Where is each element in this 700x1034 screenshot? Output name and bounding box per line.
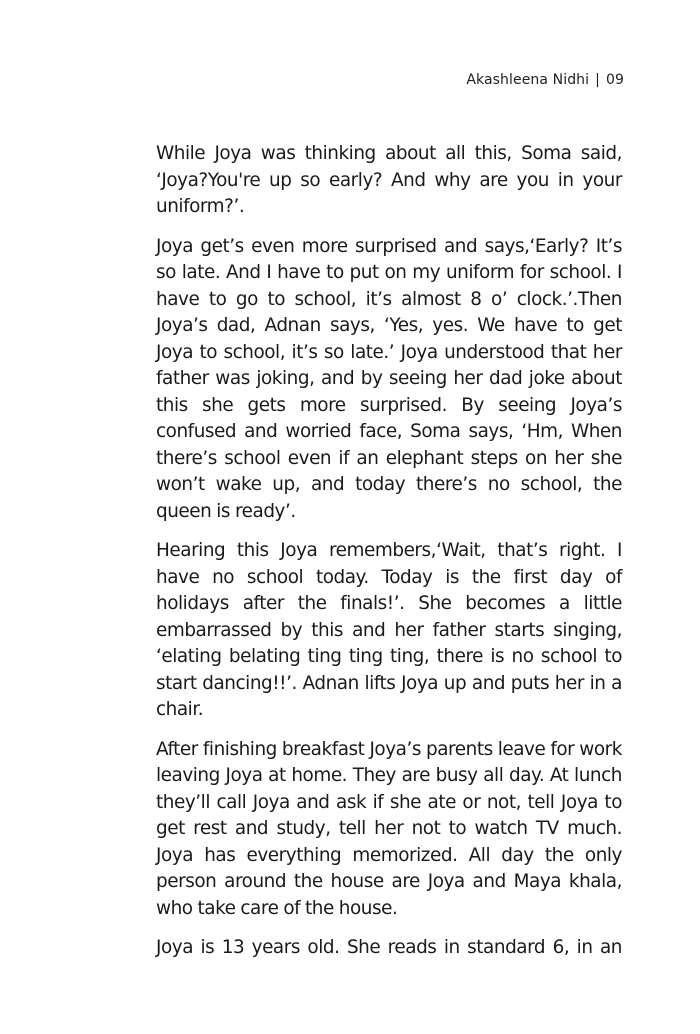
running-header <box>466 72 624 88</box>
page-number: 09 <box>605 72 624 88</box>
paragraph-2: Joya get’s even more surprised and says,‘Early? It’s so late. And I have to put on my uniform for school. I have to go to school, it’s almost 8 o’ clock.’.Then Joya’s dad, Adnan says, ‘Yes, yes. We have to get Joya to school, it’s so late.’ Joya understood that her father was joking, and by seeing her dad joke about this she gets more surprised. By seeing Joya’s confused and worried face, Soma says, ‘Hm, When there’s school even if an elephant steps on her she won’t wake up, and today there’s no school, the queen is ready’. <box>156 235 622 522</box>
header-separator: | <box>595 72 600 88</box>
page-body <box>156 141 622 975</box>
paragraph-5: Joya is 13 years old. She reads in standard 6, in an <box>156 937 622 958</box>
paragraph-3: Hearing this Joya remembers,‘Wait, that’s right. I have no school today. Today is the first day of holidays after the finals!’. She becomes a little embarrassed by this and her father starts singing, ‘elating belating ting ting ting, there is no school to start dancing!!’. Adnan lifts Joya up and puts her in a chair. <box>156 540 622 720</box>
paragraph-1: While Joya was thinking about all this, Soma said, ‘Joya?You're up so early? And why are you in your uniform?’. <box>156 143 622 217</box>
paragraph-4: After finishing breakfast Joya’s parents leave for work leaving Joya at home. They are busy all day. At lunch they’ll call Joya and ask if she ate or not, tell Joya to get rest and study, tell her not to watch TV much. Joya has everything memorized. All day the only person around the house are Joya and Maya khala, who take care of the house. <box>156 738 622 919</box>
book-title: Akashleena Nidhi <box>466 72 590 88</box>
